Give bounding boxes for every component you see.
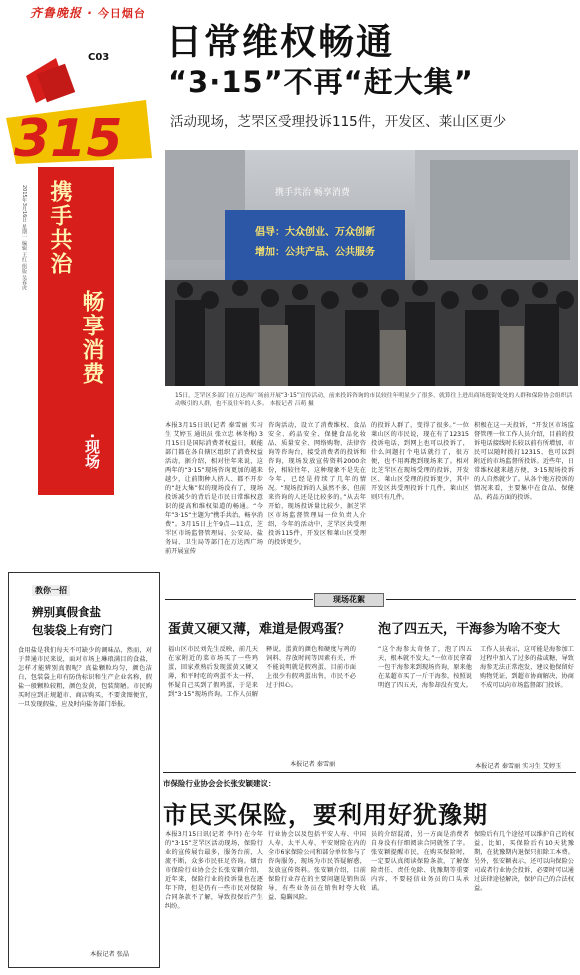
bottom-body-col-1: 本报3月15日讯(记者 李丹) 在今年的“3·15”芝罘区活动现场，保险行业的宣传展台最多，服务台前，人流不断，众多市民驻足咨询。烟台市保险行业协会会长张安颖介绍，近年来，保险行业的投诉量也在逐年下降，但是仍有一些市民对保险合同条款不了解，导致投保后产生纠纷。 [165, 831, 263, 910]
tips-byline: 本报记者 张晶 [90, 951, 130, 958]
lead-subheadline: “3·15”不再“赶大集” [168, 65, 474, 99]
lead-body-col-1: 本报3月15日讯(记者 秦雪丽 实习生 艾婷玉 通讯员 张立忠 林冬梅) 3月15日是国际消费者权益日，联能部门都在各自辖区组织了消费权益活动，据介绍，相对往年来说，这两年的“3·15”现场咨询更加的越来越少，让前期种人挤人、都不开步的“赶大集”似的现场没有了，现场投诉减少的背后是市民日常维权意识的提高和维权渠道的畅通。“今年”3·15“主题为”携手共治，畅享消费“。3月15日上午9点—11点，芝罘区市场监督管理局、公安局、盐务局、卫生局等部门在万达西广场前开展宣传 [165, 422, 263, 555]
tips-body: 食用盐是我们每天不可缺少的调味品，然而，对于普通市民来说，面对市场上琳琅满目的食盐，怎样才能辨别真假呢？真盐颗粒均匀，颜色洁白，包装袋上印有防伪标识和生产企业名称，假盐一般颗粒较粗，颜色发黄，包装简陋。市民购买时应到正规超市、商店购买，不要贪图便宜，一旦发现假盐，应及时向盐务部门举报。 [18, 647, 152, 708]
story-b-body: “这个海参太奇怪了，泡了四五天，根本就不发大。”一位市民拿着一包干海参来到现场咨询，原来他在某超市买了一斤干海参，按照说明泡了四五天，海参却没有变大。工作人员表示，这可能是海参加工过程中加入了过多的盐或糖，导致海参无法正常泡发，建议他保留好购物凭证，到超市协商解决，协商不成可以向市场监督部门投诉。 [378, 646, 574, 689]
banner-line-2: 增加：公共产品、公共服务 [255, 247, 375, 258]
bottom-body-col-2: 行业协会以及包括平安人寿、中国人寿、太平人寿、平安财险在内的全市6家保险公司和部分单位参与了咨询服务，现场为市民答疑解惑，发放宣传资料。张安颖介绍，目前保险行业存在的主要问题是销售误导，有些业务员在销售时夸大收益、隐瞒风险。 [268, 831, 366, 901]
story-a-body: 福山区市民刘先生反映，前几天在家附近的菜市场买了一些鸡蛋，回家煮熟后发现蛋黄又硬又薄，和平时吃的鸡蛋不太一样，怀疑自己买到了假鸡蛋，于是来到“3·15”现场咨询。工作人员解释说，蛋黄的颜色和硬度与鸡的饲料、存放时间等因素有关，并不能说明就是假鸡蛋，目前市面上很少有假鸡蛋出售，市民不必过于担心。 [168, 646, 356, 698]
tips-title-1: 辨别真假食盐 [32, 605, 101, 619]
bottom-body-col-3: 员的介绍混淆，另一方面是消费者自身没有仔细阅读合同就签了字。张安颖提醒市民，在购买保险时，一定要认真阅读保险条款，了解保险责任、责任免除、犹豫期等重要内容，不要轻信业务员的口头承诺。 [371, 831, 469, 892]
slogan-1: 携手共治 [47, 180, 72, 276]
lead-deck: 活动现场，芝罘区受理投诉115件，开发区、莱山区更少 [170, 114, 507, 130]
lead-photo [165, 150, 578, 386]
tips-tag: 教你一招 [32, 585, 70, 596]
photo-caption: 15日，芝罘区多部门在万达西广场前开展“3·15”宣传活动，前来投诉咨询的市民较往年明显少了很多，就算往上进出商场逛街处处的人群和保险协会组织活动吸引的人群，也不及往年的人多。 本报记者 吕萌 摄 [175, 393, 573, 407]
slogan-2: 畅享消费 [79, 290, 104, 386]
divider [386, 599, 576, 600]
lead-headline: 日常维权畅通 [166, 22, 395, 63]
story-b-byline: 本报记者 秦雪丽 实习生 艾婷玉 [475, 763, 562, 770]
story-a-byline: 本报记者 秦雪丽 [290, 761, 336, 768]
section-flag: 现场花絮 [314, 593, 384, 607]
arch-text: 携手共治 畅享消费 [275, 188, 350, 198]
story-a-headline: 蛋黄又硬又薄，难道是假鸡蛋？ [168, 622, 351, 637]
logo-315-text: 315 [14, 109, 123, 166]
bottom-body-col-4: 保险后有几个途径可以维护自己的权益，比如，买保险后有10天犹豫期，在犹豫期内退保只扣除工本费。另外，张安颖表示，还可以向保险公司或者行业协会投诉，必要时可以通过法律途径解决，保护自己的合法权益。 [474, 831, 574, 892]
bottom-tag: 市保险行业协会会长张安颖建议： [163, 779, 276, 788]
story-b-headline: 泡了四五天，干海参为啥不变大 [378, 622, 561, 637]
crowd-photo-illustration [165, 150, 578, 386]
banner-line-1: 倡导：大众创业、万众创新 [255, 227, 375, 238]
logo-315 [6, 48, 154, 166]
page-number: C03 [88, 52, 110, 63]
divider [163, 772, 576, 773]
lead-body-col-3: 的投诉人群了，变得了很多。”一位莱山区的市民说，现在有了12315投诉电话，到网上也可以投诉了，什么问题打个电话就行了，很方便，也不用再跑到现场来了。相对比芝罘区在现场受理的投诉，开发区、莱山区受理的投诉更少，其中开发区共受理投诉十几件，莱山区则只有几件。 [371, 422, 469, 501]
bottom-headline: 市民买保险，要利用好犹豫期 [163, 801, 488, 829]
dateline: 2015年3月16日 星期一 编辑 王红 组版 吴春虎 [21, 185, 27, 291]
lead-body-col-2: 咨询活动，设立了消费维权、食品安全、药品安全、保健食品化妆品、质量安全、网络购物、法律咨询等咨询台，接受消费者的投诉和咨询，现场发放宣传资料2000余份，相较往年，这种现象不是先在今年，已经是持续了几年的情况。“现场投诉的人虽然不多，但前来咨询的人还是比较多的。”从去年开始，现场投诉量比较少，据芝罘区市场监督管理局一位负责人介绍，今年的活动中，芝罘区共受理投诉115件，开发区和莱山区受理的投诉更少。 [268, 422, 366, 546]
divider [165, 599, 313, 600]
lead-body-col-4: 积极在这一天投诉，“开发区市场监督管理一位工作人员介绍，目前的投诉电话接线时长较以前有所增加，市民可以随时拨打12315、也可以到附近的市场监督所投诉。近些年，日常维权越来越方便，3·15现场投诉的人自然就少了。从各个地方投诉的情况来看，主要集中在食品、保健品、药品方面的投诉。 [474, 422, 574, 501]
masthead-brand: 齐鲁晚报 · 今日烟台 [30, 6, 146, 20]
section-label-scene: ·现场 [83, 433, 101, 469]
tips-title-2: 包装袋上有窍门 [32, 623, 113, 637]
